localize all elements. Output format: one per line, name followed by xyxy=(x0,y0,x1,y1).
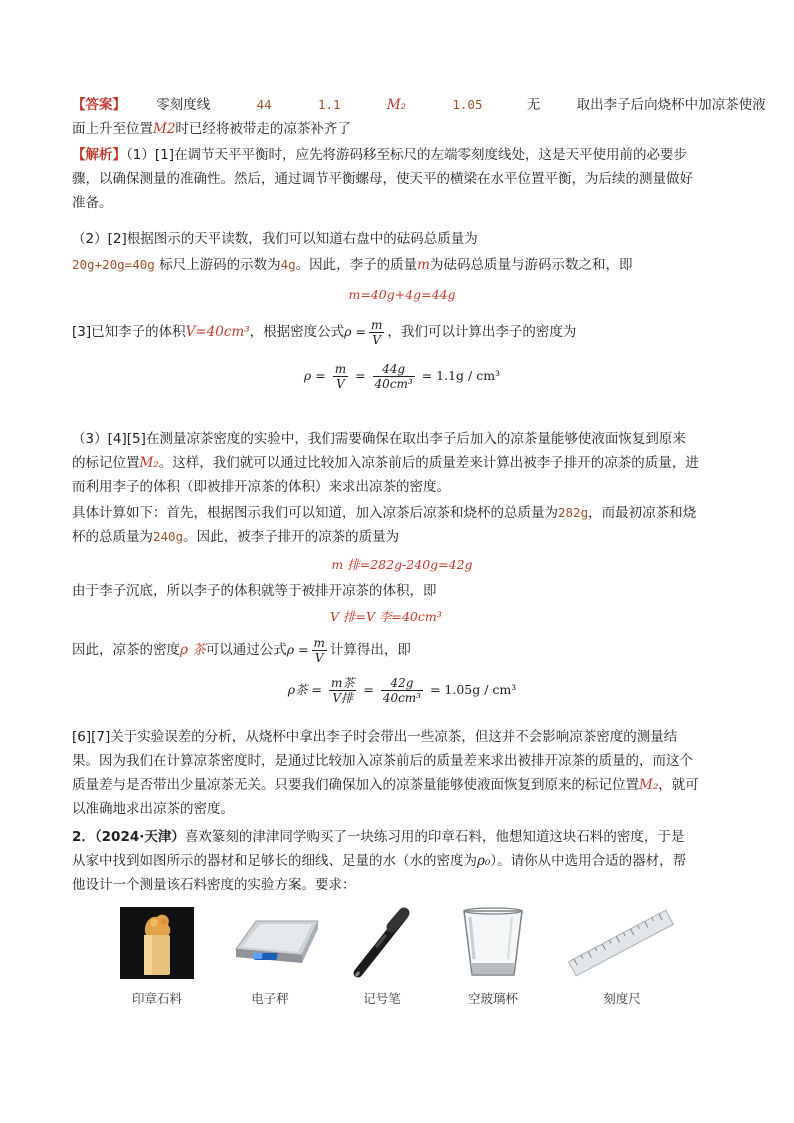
total-mass-after: 282g xyxy=(558,505,589,520)
answer-item-3: 1.1 xyxy=(317,97,341,112)
text: ，根据密度公式 xyxy=(249,324,345,340)
eq-frac-2 xyxy=(381,676,423,705)
frac-bot: V xyxy=(372,333,381,347)
analysis-p1-line3: 准备。 xyxy=(72,195,113,211)
analysis-p2-line1: （2）[2]根据图示的天平读数，我们可以知道右盘中的砝码总质量为 xyxy=(72,231,478,247)
text: 为砝码总质量与游码示数之和，即 xyxy=(429,257,633,273)
eq-lhs: ρ = xyxy=(303,368,326,383)
answer-tag: 【答案】 xyxy=(72,97,126,113)
eq-rhs: = 1.05g / cm³ xyxy=(429,682,517,697)
analysis-p4-line2 xyxy=(72,452,732,474)
frac-bot: V xyxy=(336,377,345,391)
frac-top: m xyxy=(313,636,325,650)
equipment-label-1: 印章石料 xyxy=(131,991,182,1006)
text: 标尺上游码的示数为 xyxy=(159,257,281,273)
frac-top: 42g xyxy=(381,676,423,691)
analysis-p3-line xyxy=(72,318,732,347)
text: 质量差与是否带出少量凉茶无关。只要我们确保加入的凉茶量能够使液面恢复到原来的标记位置 xyxy=(72,777,639,793)
frac-top: m xyxy=(334,362,347,376)
answer-line xyxy=(72,94,766,116)
analysis-text: （1）[1]在调节天平平衡时，应先将游码移至标尺的左端零刻度线处，这是天平使用前的必要步 xyxy=(126,147,687,163)
ruler-icon xyxy=(566,907,676,979)
analysis-p4-line3: 而利用李子的体积（即被排开凉茶的体积）来求出凉茶的密度。 xyxy=(72,479,450,495)
text: 。这样，我们就可以通过比较加入凉茶前后的质量差来计算出被李子排开的凉茶的质量，进 xyxy=(158,455,699,471)
text: 从家中找到如图所示的器材和足够长的细线、足量的水（水的密度为 xyxy=(72,853,477,869)
answer-item-5: 1.05 xyxy=(452,97,483,112)
answer-text-end: 时已经将被带走的凉茶补齐了 xyxy=(175,121,351,137)
frac-top: 44g xyxy=(373,362,415,377)
text: 可以通过公式 xyxy=(205,642,287,658)
text: 。因此，李子的质量 xyxy=(295,257,418,273)
fraction-m-over-v xyxy=(312,636,327,665)
frac-bot: 40cm³ xyxy=(382,691,421,705)
text: ，而最初凉茶和烧 xyxy=(588,505,697,521)
text: 。因此，被李子排开的凉茶的质量为 xyxy=(183,529,400,545)
var-m2: M₂ xyxy=(639,777,659,793)
rho-symbol: ρ = xyxy=(286,642,309,657)
equipment-label-2: 电子秤 xyxy=(251,991,289,1006)
answer-item-7: 取出李子后向烧杯中加凉茶使液 xyxy=(576,97,766,113)
frac-bot: V xyxy=(314,651,324,665)
answer-var-m2: M2 xyxy=(153,121,176,137)
total-mass-before: 240g xyxy=(153,529,184,544)
analysis-tag: 【解析】 xyxy=(72,147,126,163)
glass-cup-icon xyxy=(458,907,528,979)
answer-line-2 xyxy=(72,118,732,140)
analysis-p7-line xyxy=(72,636,732,665)
text: 杯的总质量为 xyxy=(72,529,153,545)
question-2-line3: 他设计一个测量该石料密度的实验方案。要求： xyxy=(72,877,356,893)
equation-mass xyxy=(72,284,732,306)
analysis-p4-line1: （3）[4][5]在测量凉茶密度的实验中，我们需要确保在取出李子后加入的凉茶量能够使液面恢复到原来 xyxy=(72,431,686,447)
frac-bot: 40cm³ xyxy=(374,377,413,391)
equipment-label-4: 空玻璃杯 xyxy=(467,991,518,1006)
equipment-figure xyxy=(110,907,700,1017)
answer-item-4: M₂ xyxy=(386,97,407,113)
analysis-p1-line1 xyxy=(72,144,732,166)
rho-symbol: ρ = xyxy=(344,324,366,339)
text: ，就可 xyxy=(658,777,699,793)
electronic-scale-icon xyxy=(232,907,322,979)
frac-bot: V排 xyxy=(332,691,353,705)
text: ，我们可以计算出李子的密度为 xyxy=(387,324,577,340)
eq-frac-2 xyxy=(373,362,415,391)
fraction-m-over-v xyxy=(369,318,384,347)
text: 具体计算如下：首先，根据图示我们可以知道，加入凉茶后凉茶和烧杯的总质量为 xyxy=(72,505,558,521)
analysis-p5-line2 xyxy=(72,526,732,548)
eq-mass-text: m=40g+4g=44g xyxy=(348,287,456,302)
analysis-p1-line2: 骤，以确保测量的准确性。然后，通过调节平衡螺母，使天平的横梁在水平位置平衡，为后续的测量做好 xyxy=(72,171,693,187)
density-formula xyxy=(344,318,387,347)
analysis-p8-line3 xyxy=(72,774,732,796)
equation-tea-density: ρ茶 = $\frac{\text{m茶}}{\text{V排}}$ = $\frac{42g}{\text{40cm³}}$ = 1.05g / cm³ xyxy=(287,676,517,705)
eq-rhs: = 1.1g / cm³ xyxy=(421,368,501,383)
marker-pen-icon xyxy=(346,907,416,979)
rider-value: 4g xyxy=(280,257,296,272)
eq-lhs: ρ茶 = xyxy=(287,682,322,697)
eq-volume-text: V 排=V 李=40cm³ xyxy=(330,609,442,624)
question-text: 喜欢篆刻的津津同学购买了一块练习用的印章石料，他想知道这块石料的密度，于是 xyxy=(184,829,685,845)
question-source: （2024·天津） xyxy=(94,829,185,845)
eq-displaced-mass-text: m 排=282g-240g=42g xyxy=(331,557,473,572)
answer-item-6: 无 xyxy=(526,97,541,113)
equation-plum-density: ρ = $\frac{m}{V}$ = $\frac{44g}{\text{40cm³}}$ = 1.1g / cm³ xyxy=(303,362,501,391)
analysis-p2-line2 xyxy=(72,254,732,276)
analysis-p5-line1 xyxy=(72,502,732,524)
text: ）。请你从中选用合适的器材，帮 xyxy=(490,853,687,869)
analysis-p8-line1: [6][7]关于实验误差的分析，从烧杯中拿出李子时会带出一些凉茶，但这并不会影响凉茶密度的测量结 xyxy=(72,729,678,745)
answer-item-2: 44 xyxy=(256,97,272,112)
analysis-p6-line: 由于李子沉底，所以李子的体积就等于被排开凉茶的体积，即 xyxy=(72,583,437,599)
equipment-label-5: 刻度尺 xyxy=(603,991,641,1006)
analysis-p8-line4: 以准确地求出凉茶的密度。 xyxy=(72,801,234,817)
question-2-line1 xyxy=(72,826,732,848)
eq-frac-1 xyxy=(329,676,356,705)
text: 计算得出，即 xyxy=(329,642,411,658)
answer-text: 面上升至位置 xyxy=(72,121,153,137)
analysis-p8-line2: 果。因为我们在计算凉茶密度时，是通过比较加入凉茶前后的质量差来求出被排开凉茶的质量的，而这个 xyxy=(72,753,693,769)
var-m2: M₂ xyxy=(139,455,159,471)
var-m: m xyxy=(417,257,430,273)
var-rho0: ρ₀ xyxy=(477,853,491,869)
text: 因此，凉茶的密度 xyxy=(72,642,180,658)
question-2-line2 xyxy=(72,850,732,872)
eq-frac-1 xyxy=(333,362,348,391)
question-number: 2． xyxy=(72,829,95,845)
equipment-label-3: 记号笔 xyxy=(363,991,401,1006)
seal-stone-icon xyxy=(120,907,200,979)
answer-item-1: 零刻度线 xyxy=(156,97,211,113)
equation-volume xyxy=(330,606,530,628)
var-rho-tea: ρ 茶 xyxy=(180,642,206,658)
text: 的标记位置 xyxy=(72,455,140,471)
density-formula-2 xyxy=(286,636,330,665)
equation-displaced-mass xyxy=(72,554,732,576)
mass-sum: 20g+20g=40g xyxy=(72,257,155,272)
frac-top: m xyxy=(370,318,383,332)
frac-top: m茶 xyxy=(330,676,355,690)
var-volume: V=40cm³ xyxy=(185,324,250,340)
text: [3]已知李子的体积 xyxy=(72,324,186,340)
